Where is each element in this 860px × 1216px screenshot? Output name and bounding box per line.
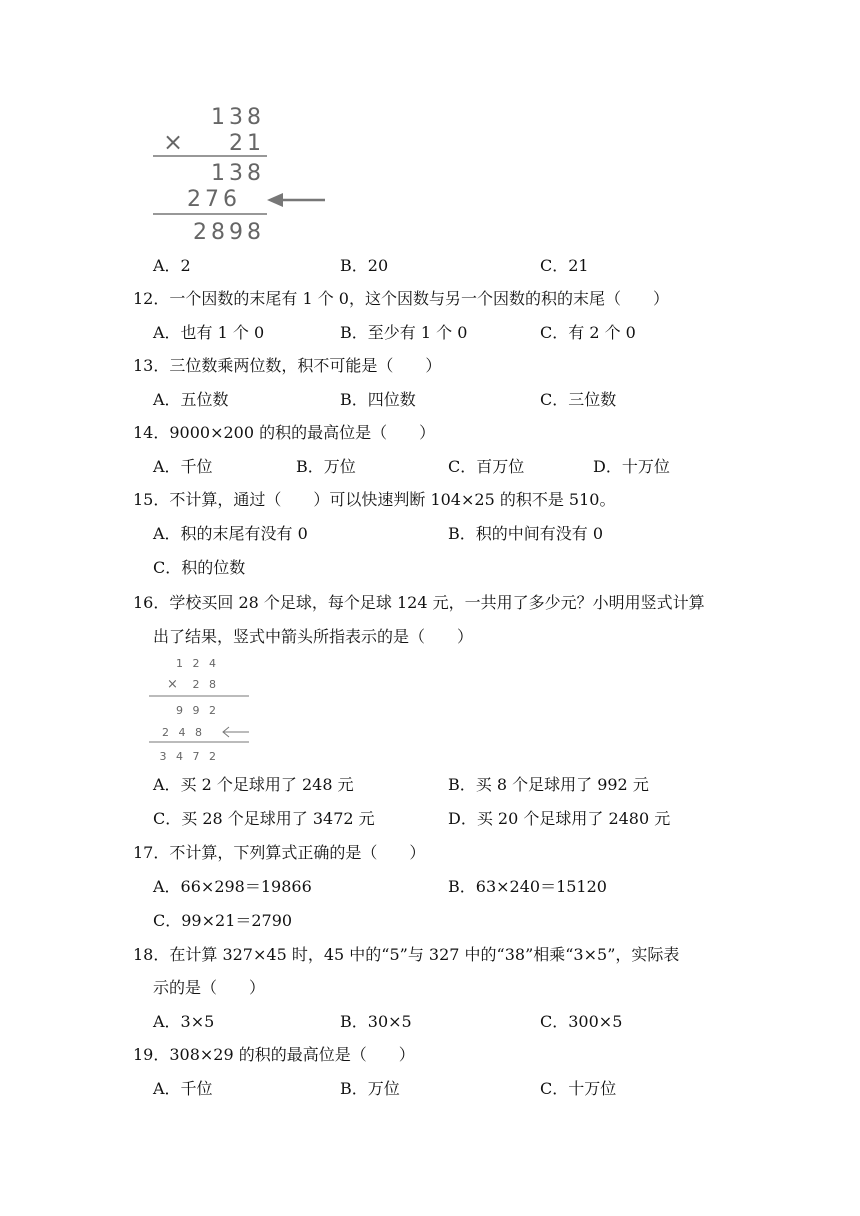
calc2-multiplier: 2 8 [192,678,219,691]
vertical-multiplication-1 [145,100,335,245]
q13-option-c: C．三位数 [540,390,617,409]
q17-option-b: B．63×240＝15120 [448,877,607,896]
q13-stem: 13．三位数乘两位数，积不可能是（ ） [133,356,442,375]
q14-stem: 14．9000×200 的积的最高位是（ ） [133,423,436,442]
q13-option-b: B．四位数 [340,390,416,409]
q14-option-b: B．万位 [296,457,356,476]
calc2-partial-product-2: 2 4 8 [162,726,205,739]
calc2-partial-product-1: 9 9 2 [176,704,219,717]
q16-option-d: D．买 20 个足球用了 2480 元 [448,809,671,828]
left-arrow-icon [267,193,325,207]
q12-option-c: C．有 2 个 0 [540,323,636,342]
q12-stem: 12．一个因数的末尾有 1 个 0，这个因数与另一个因数的积的末尾（ ） [133,289,669,308]
calc1-result: 2898 [193,220,265,245]
q11-option-c: C．21 [540,256,589,275]
calc1-partial-product-2: 276 [187,187,241,212]
calc1-top-number: 138 [211,105,265,130]
q11-option-b: B．20 [340,256,389,275]
calc1-multiplier: 21 [229,131,265,156]
q17-option-c: C．99×21＝2790 [153,911,293,930]
q18-option-c: C．300×5 [540,1012,623,1031]
q15-option-c: C．积的位数 [153,558,246,577]
q17-stem: 17．不计算，下列算式正确的是（ ） [133,843,426,862]
q13-option-a: A．五位数 [153,390,229,409]
q16-option-b: B．买 8 个足球用了 992 元 [448,775,649,794]
q14-option-d: D．十万位 [593,457,670,476]
q16-option-c: C．买 28 个足球用了 3472 元 [153,809,375,828]
q15-stem: 15．不计算，通过（ ）可以快速判断 104×25 的积不是 510。 [133,490,616,509]
q16-stem-line-2: 出了结果，竖式中箭头所指表示的是（ ） [153,627,474,646]
q18-option-b: B．30×5 [340,1012,412,1031]
q17-option-a: A．66×298＝19866 [153,877,312,896]
vertical-multiplication-2 [145,652,255,767]
q11-option-a: A．2 [153,256,191,275]
q12-option-b: B．至少有 1 个 0 [340,323,468,342]
q12-option-a: A．也有 1 个 0 [153,323,265,342]
calc2-result: 3 4 7 2 [159,750,219,763]
q15-option-a: A．积的末尾有没有 0 [153,524,308,543]
q15-option-b: B．积的中间有没有 0 [448,524,604,543]
calc2-top-number: 1 2 4 [176,657,219,670]
q16-stem-line-1: 16．学校买回 28 个足球，每个足球 124 元，一共用了多少元？小明用竖式计算 [133,593,705,612]
q18-stem-line-2: 示的是（ ） [153,978,266,997]
calc1-partial-product-1: 138 [211,161,265,186]
q14-option-a: A．千位 [153,457,213,476]
q16-option-a: A．买 2 个足球用了 248 元 [153,775,354,794]
q18-stem-line-1: 18．在计算 327×45 时，45 中的“5”与 327 中的“38”相乘“3×5”，实际表 [133,945,680,964]
q18-option-a: A．3×5 [153,1012,215,1031]
q19-option-c: C．十万位 [540,1079,617,1098]
q14-option-c: C．百万位 [448,457,525,476]
q19-stem: 19．308×29 的积的最高位是（ ） [133,1045,415,1064]
q19-option-b: B．万位 [340,1079,400,1098]
calc2-times-sign: × [167,677,178,692]
q19-option-a: A．千位 [153,1079,213,1098]
calc1-times-sign: × [163,128,184,156]
left-arrow-icon [223,727,249,737]
